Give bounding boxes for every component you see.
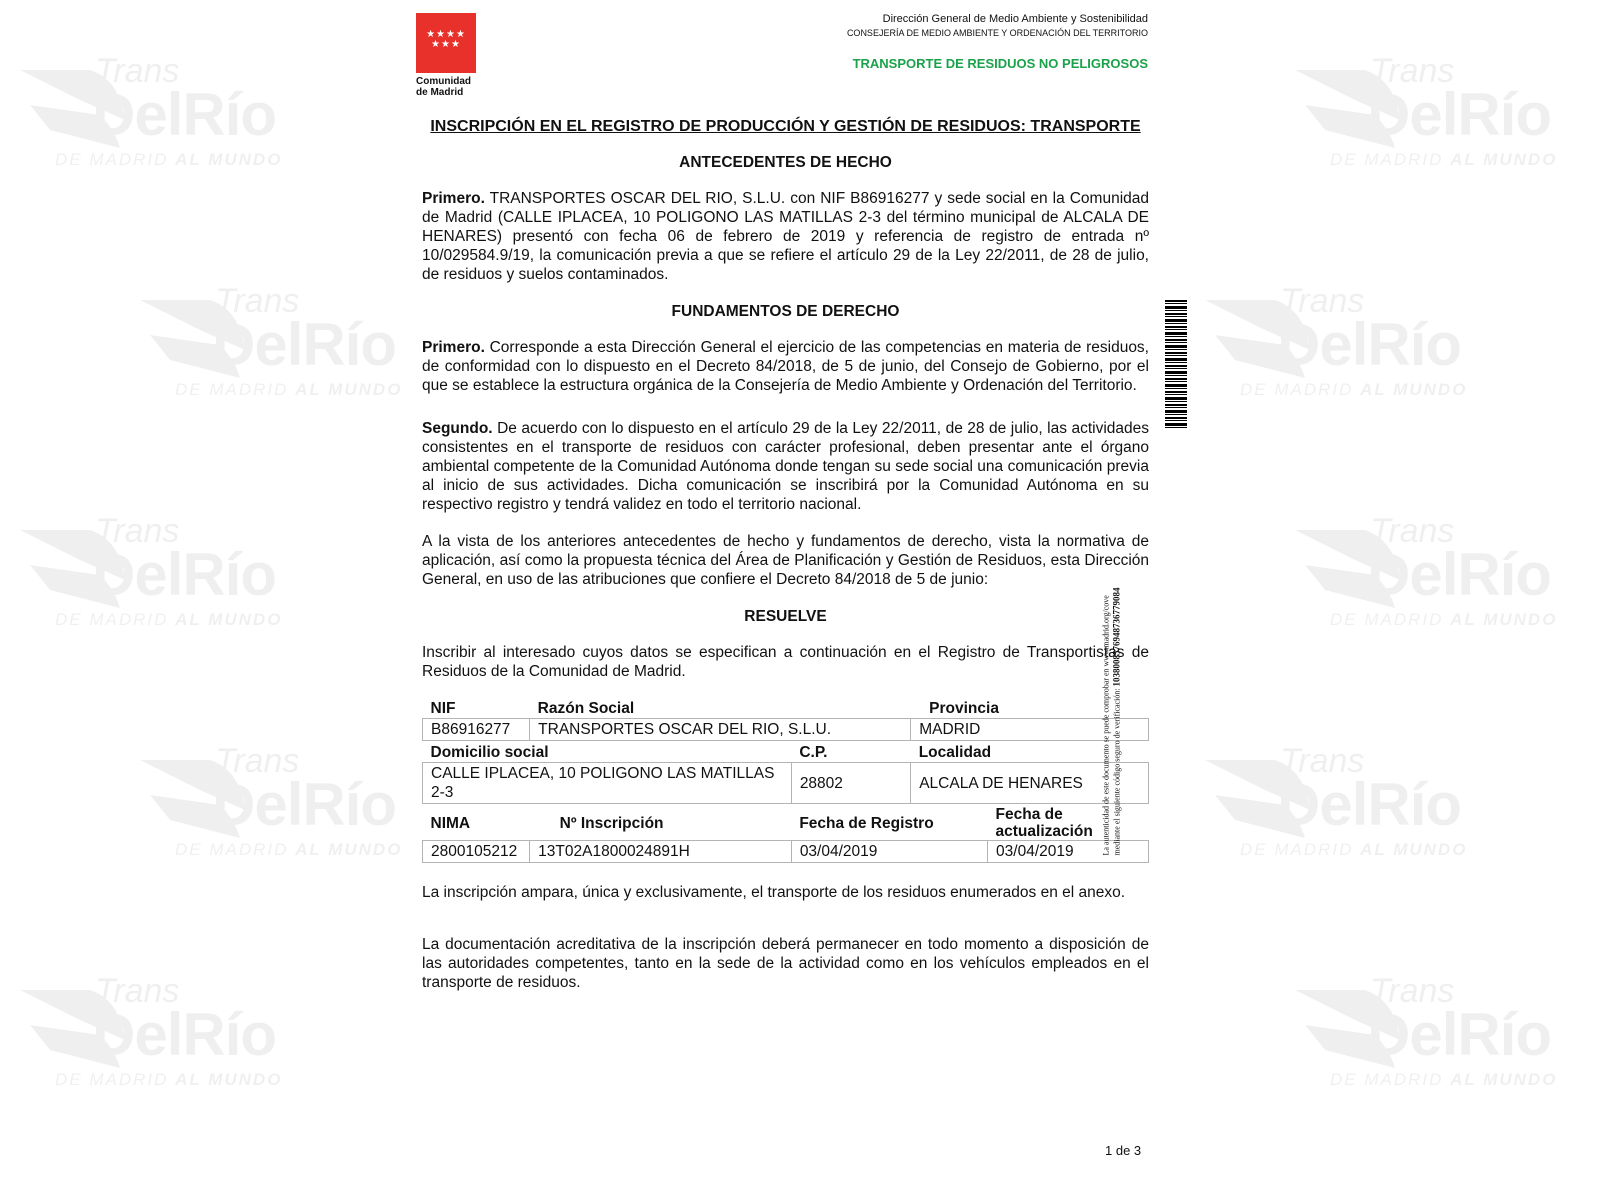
cell-fecha-registro: 03/04/2019 <box>791 841 987 863</box>
cell-inscripcion: 13T02A1800024891H <box>530 841 792 863</box>
paragraph-documentacion: La documentación acreditativa de la inscripción deberá permanecer en todo momento a disposición de las autoridades competentes, tanto en la sede de la actividad como en los vehículos empleados en el transporte de residuos. <box>422 936 1149 991</box>
verification-strip <box>1101 300 1195 856</box>
watermark-logo: Trans DelRío DE MADRID AL MUNDO <box>1275 512 1575 642</box>
document-body <box>422 117 1149 992</box>
watermark-logo: Trans DelRío DE MADRID AL MUNDO <box>1185 282 1485 412</box>
registry-table <box>422 697 1149 863</box>
header-nima: NIMA <box>430 814 471 832</box>
document-title: INSCRIPCIÓN EN EL REGISTRO DE PRODUCCIÓN Y GESTIÓN DE RESIDUOS: TRANSPORTE <box>430 118 1141 135</box>
table-row <box>423 719 1149 741</box>
table-header-row <box>423 804 1149 841</box>
table-header-row <box>423 741 1149 763</box>
header-fecha-registro: Fecha de Registro <box>799 814 934 832</box>
header-inscripcion: Nº Inscripción <box>559 814 664 832</box>
paragraph-fundamento-2: Segundo. De acuerdo con lo dispuesto en el artículo 29 de la Ley 22/2011, de 28 de julio, las actividades consistentes en el transporte de residuos con carácter profesional, deben presentar ante el órgano ambiental competente de la Comunidad Autónoma donde tengan su sede social una comunicación previa al inicio de sus actividades. Dicha comunicación se inscribirá por la Comunidad Autónoma en su respectivo registro y tendrá validez en todo el territorio nacional. <box>422 420 1149 513</box>
cell-localidad: ALCALA DE HENARES <box>911 763 1149 804</box>
cell-cp: 28802 <box>791 763 910 804</box>
header-fecha-actualizacion: Fecha de actualización <box>995 806 1093 840</box>
cell-razon-social: TRANSPORTES OSCAR DEL RIO, S.L.U. <box>530 719 911 741</box>
cell-nif: B86916277 <box>423 719 530 741</box>
section-resuelve: RESUELVE <box>744 608 827 625</box>
watermark-logo: Trans DelRío DE MADRID AL MUNDO <box>0 52 300 182</box>
barcode-icon <box>1165 300 1187 428</box>
header-razon-social: Razón Social <box>537 700 635 717</box>
cell-nima: 2800105212 <box>423 841 530 863</box>
department: Dirección General de Medio Ambiente y Sostenibilidad <box>882 13 1148 25</box>
header-cp: C.P. <box>799 744 828 761</box>
header-info <box>847 13 1148 71</box>
ministry: CONSEJERÍA DE MEDIO AMBIENTE Y ORDENACIÓN DEL TERRITORIO <box>846 28 1148 38</box>
section-fundamentos: FUNDAMENTOS DE DERECHO <box>671 303 900 320</box>
watermark-logo: Trans DelRío DE MADRID AL MUNDO <box>1275 972 1575 1102</box>
paragraph-antecedentes: Primero. TRANSPORTES OSCAR DEL RIO, S.L.U. con NIF B86916277 y sede social en la Comunidad de Madrid (CALLE IPLACEA, 10 POLIGONO LAS MATILLAS 2-3 del término municipal de ALCALA DE HENARES) presentó con fecha 06 de febrero de 2019 y referencia de registro de entrada nº 10/029584.9/19, la comunicación previa a que se refiere el artículo 29 de la Ley 22/2011, de 28 de julio, de residuos y suelos contaminados. <box>422 190 1149 283</box>
table-row <box>423 841 1149 863</box>
comunidad-madrid-logo <box>416 13 484 98</box>
watermark-logo: Trans DelRío DE MADRID AL MUNDO <box>0 972 300 1102</box>
logo-text-1: Comunidad <box>416 76 471 87</box>
paragraph-vista: A la vista de los anteriores antecedentes de hecho y fundamentos de derecho, vista la normativa de aplicación, así como la propuesta técnica del Área de Planificación y Gestión de Residuos, esta Dirección General, en uso de las atribuciones que confiere el Decreto 84/2018 de 5 de junio: <box>422 533 1149 588</box>
verification-text: La autenticidad de este documento se puede comprobar en www.madrid.org/cove mediante el siguiente código seguro de verificación: 1038008576948736779084 <box>1101 587 1122 856</box>
table-header-row <box>423 697 1149 719</box>
page-number: 1 de 3 <box>1105 1143 1142 1158</box>
cell-fecha-actualizacion: 03/04/2019 <box>988 841 1149 863</box>
watermark-logo: Trans DelRío DE MADRID AL MUNDO <box>120 282 420 412</box>
watermark-logo: Trans DelRío DE MADRID AL MUNDO <box>120 742 420 872</box>
paragraph-ampara: La inscripción ampara, única y exclusivamente, el transporte de los residuos enumerados en el anexo. <box>422 884 1126 901</box>
header-localidad: Localidad <box>918 744 992 761</box>
logo-text-2: de Madrid <box>416 87 464 98</box>
header-domicilio: Domicilio social <box>430 744 549 761</box>
table-row <box>423 763 1149 804</box>
watermark-logo: Trans DelRío DE MADRID AL MUNDO <box>1185 742 1485 872</box>
section-antecedentes: ANTECEDENTES DE HECHO <box>679 154 892 171</box>
cell-domicilio: CALLE IPLACEA, 10 POLIGONO LAS MATILLAS 2-3 <box>423 763 792 804</box>
header-provincia: Provincia <box>929 700 999 717</box>
category: TRANSPORTE DE RESIDUOS NO PELIGROSOS <box>852 56 1148 71</box>
paragraph-fundamento-1: Primero. Corresponde a esta Dirección General el ejercicio de las competencias en materia de residuos, de conformidad con lo dispuesto en el Decreto 84/2018, de 5 de junio, del Consejo de Gobierno, por el que se establece la estructura orgánica de la Consejería de Medio Ambiente y Ordenación del Territorio. <box>422 339 1149 394</box>
watermark-logo: Trans DelRío DE MADRID AL MUNDO <box>1275 52 1575 182</box>
watermark-logo: Trans DelRío DE MADRID AL MUNDO <box>0 512 300 642</box>
paragraph-inscribir: Inscribir al interesado cuyos datos se especifican a continuación en el Registro de Transportistas de Residuos de la Comunidad de Madrid. <box>422 644 1149 680</box>
header-nif: NIF <box>430 700 456 717</box>
madrid-flag-icon: ★★★★ ★★★ <box>416 13 476 73</box>
cell-provincia: MADRID <box>911 719 1149 741</box>
